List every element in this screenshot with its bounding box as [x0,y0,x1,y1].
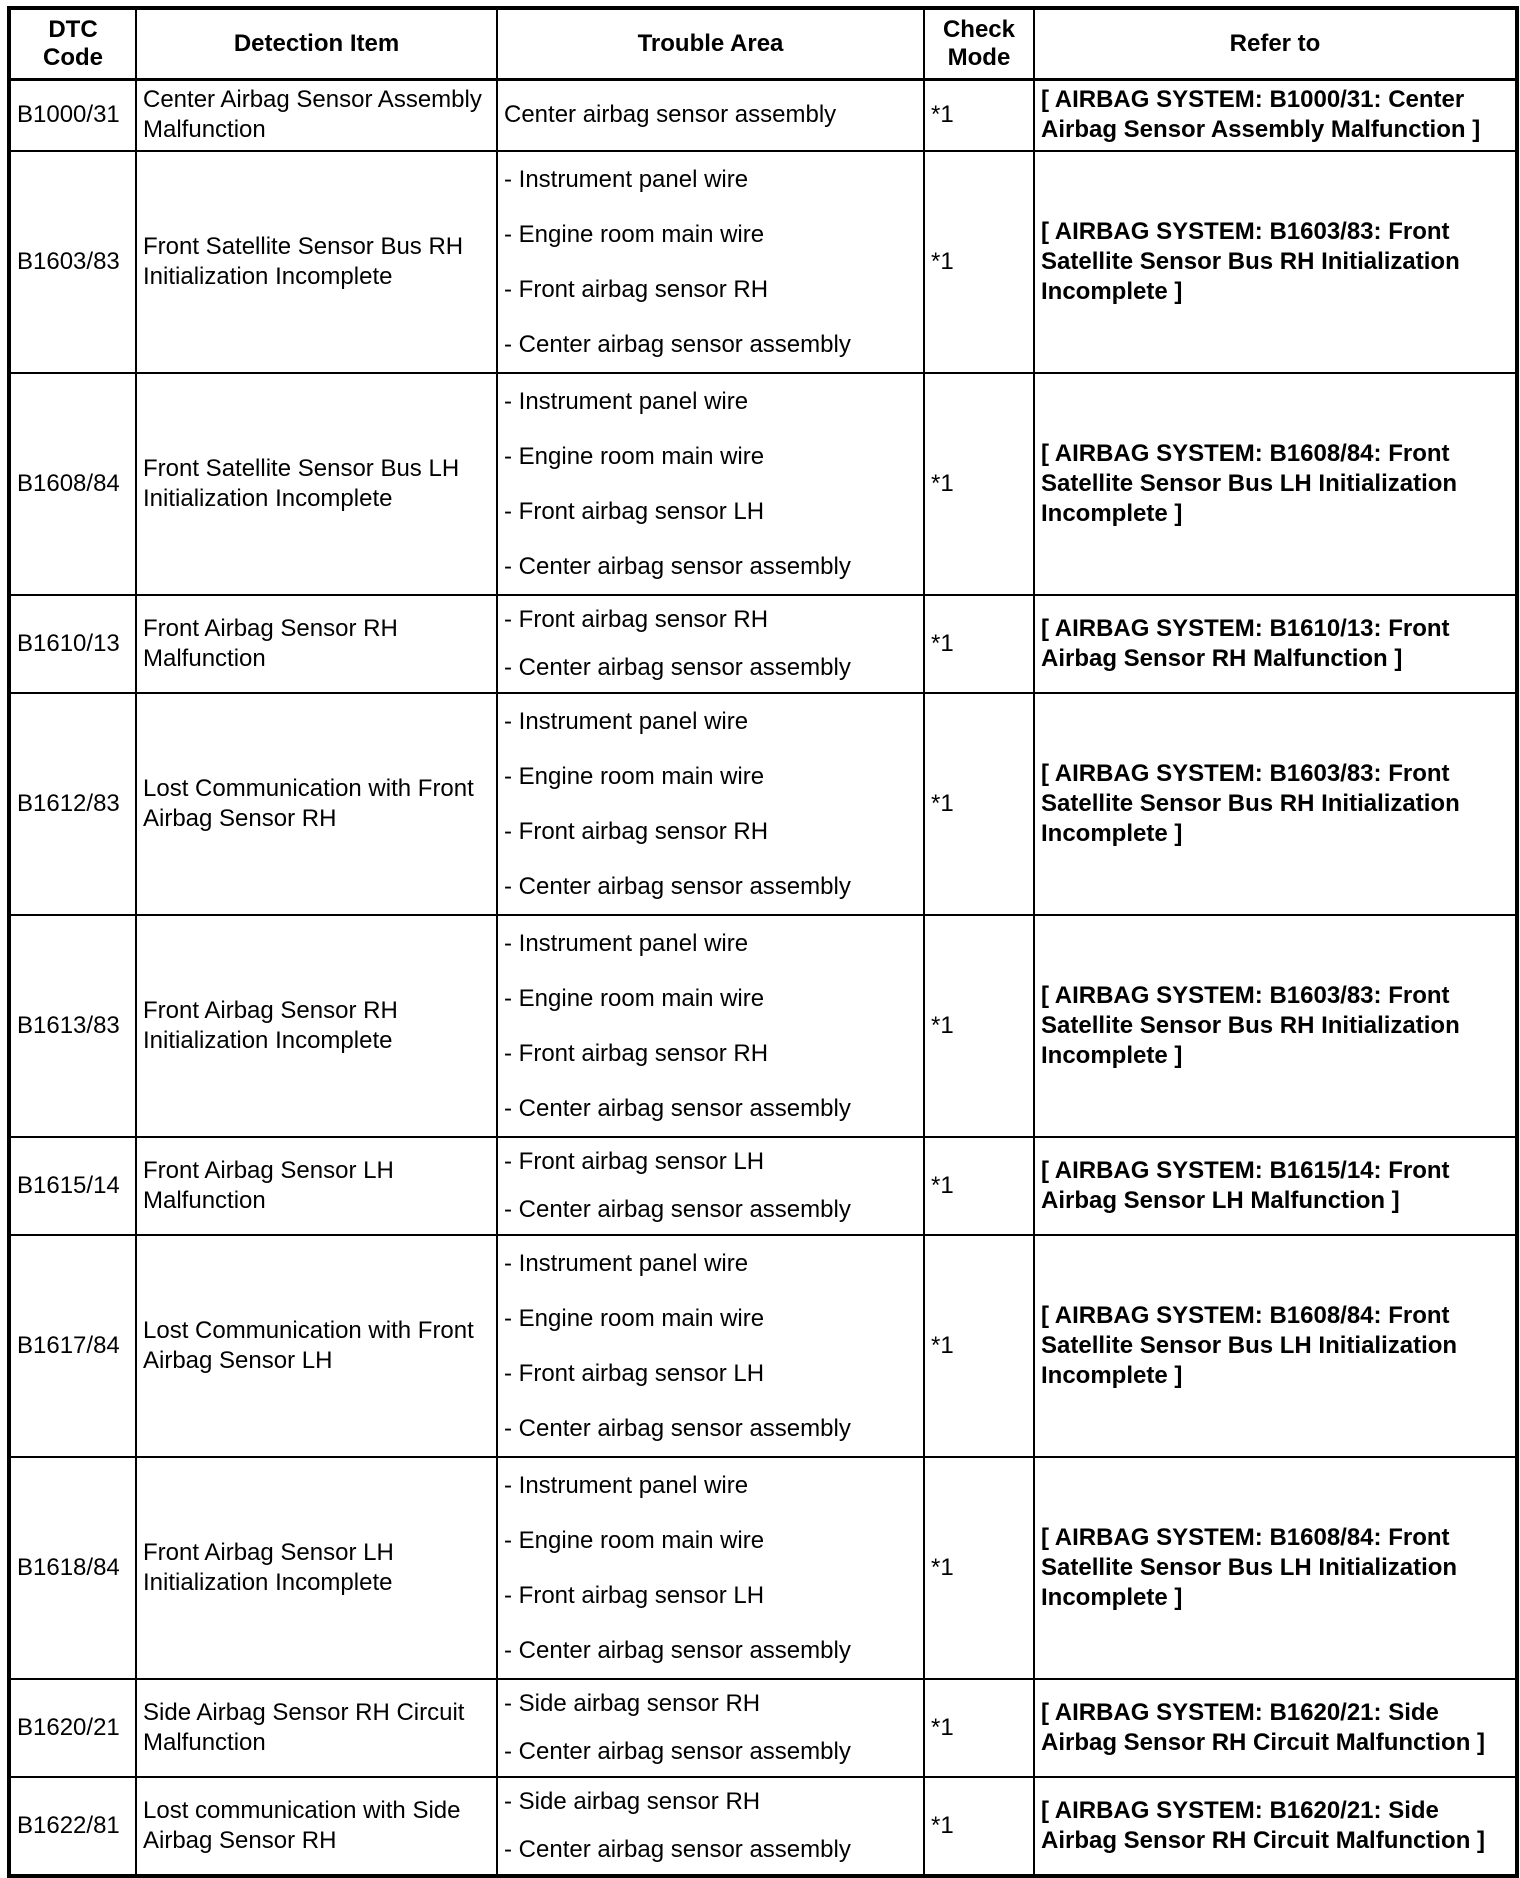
table-row [9,1235,1517,1457]
trouble-area-item: - Front airbag sensor LH [504,1581,765,1609]
trouble-area-cell [497,1679,924,1777]
trouble-area-item: - Instrument panel wire [504,387,749,415]
refer-to-cell: [ AIRBAG SYSTEM: B1000/31: Center Airbag Sensor Assembly Malfunction ] [1034,80,1517,151]
detection-item-cell: Lost Communication with Front Airbag Sensor RH [136,693,497,915]
header-check-mode: Check Mode [924,8,1034,80]
check-mode-cell: *1 [924,1777,1034,1876]
detection-item-cell: Center Airbag Sensor Assembly Malfunction [136,80,497,151]
trouble-area-item: - Engine room main wire [504,1304,765,1332]
check-mode-cell: *1 [924,373,1034,595]
dtc-code-cell: B1608/84 [9,373,136,595]
table-row [9,151,1517,373]
trouble-area-list [504,1138,917,1234]
check-mode-cell: *1 [924,915,1034,1137]
trouble-area-cell [497,693,924,915]
detection-item-cell: Front Satellite Sensor Bus RH Initialization Incomplete [136,151,497,373]
dtc-code-cell: B1613/83 [9,915,136,1137]
trouble-area-item: - Center airbag sensor assembly [504,653,851,681]
dtc-table [7,6,1519,1878]
header-row [9,8,1517,80]
trouble-area-cell [497,373,924,595]
trouble-area-item: Center airbag sensor assembly [504,101,837,129]
refer-to-cell: [ AIRBAG SYSTEM: B1620/21: Side Airbag Sensor RH Circuit Malfunction ] [1034,1679,1517,1777]
trouble-area-item: - Engine room main wire [504,1526,765,1554]
trouble-area-cell [497,915,924,1137]
trouble-area-list [504,596,917,692]
trouble-area-item: - Front airbag sensor RH [504,817,769,845]
trouble-area-list [504,100,917,130]
refer-to-cell: [ AIRBAG SYSTEM: B1603/83: Front Satellite Sensor Bus RH Initialization Incomplete ] [1034,151,1517,373]
trouble-area-cell [497,80,924,151]
dtc-code-cell: B1618/84 [9,1457,136,1679]
check-mode-cell: *1 [924,1235,1034,1457]
header-detection-item: Detection Item [136,8,497,80]
dtc-code-cell: B1603/83 [9,151,136,373]
trouble-area-cell [497,1777,924,1876]
table-row [9,1137,1517,1235]
trouble-area-cell [497,1457,924,1679]
check-mode-cell: *1 [924,151,1034,373]
trouble-area-item: - Front airbag sensor LH [504,497,765,525]
trouble-area-item: - Center airbag sensor assembly [504,1835,851,1863]
detection-item-cell: Lost Communication with Front Airbag Sensor LH [136,1235,497,1457]
table-row [9,80,1517,151]
detection-item-cell: Front Airbag Sensor LH Initialization Incomplete [136,1457,497,1679]
refer-to-cell: [ AIRBAG SYSTEM: B1603/83: Front Satellite Sensor Bus RH Initialization Incomplete ] [1034,915,1517,1137]
check-mode-cell: *1 [924,80,1034,151]
refer-to-cell: [ AIRBAG SYSTEM: B1610/13: Front Airbag Sensor RH Malfunction ] [1034,595,1517,693]
trouble-area-cell [497,1235,924,1457]
trouble-area-item: - Front airbag sensor RH [504,1039,769,1067]
check-mode-cell: *1 [924,693,1034,915]
trouble-area-item: - Center airbag sensor assembly [504,1094,851,1122]
trouble-area-item: - Center airbag sensor assembly [504,1414,851,1442]
trouble-area-list [504,916,917,1136]
trouble-area-item: - Front airbag sensor LH [504,1147,765,1175]
detection-item-cell: Front Airbag Sensor RH Malfunction [136,595,497,693]
trouble-area-item: - Instrument panel wire [504,1249,749,1277]
trouble-area-item: - Side airbag sensor RH [504,1787,761,1815]
table-row [9,1777,1517,1876]
dtc-code-cell: B1620/21 [9,1679,136,1777]
header-trouble-area: Trouble Area [497,8,924,80]
refer-to-cell: [ AIRBAG SYSTEM: B1608/84: Front Satellite Sensor Bus LH Initialization Incomplete ] [1034,373,1517,595]
dtc-code-cell: B1000/31 [9,80,136,151]
table-row [9,1457,1517,1679]
trouble-area-item: - Front airbag sensor RH [504,275,769,303]
trouble-area-list [504,152,917,372]
trouble-area-cell [497,151,924,373]
trouble-area-item: - Engine room main wire [504,220,765,248]
header-dtc-code: DTC Code [9,8,136,80]
trouble-area-cell [497,595,924,693]
dtc-code-cell: B1615/14 [9,1137,136,1235]
refer-to-cell: [ AIRBAG SYSTEM: B1615/14: Front Airbag Sensor LH Malfunction ] [1034,1137,1517,1235]
header-refer-to: Refer to [1034,8,1517,80]
trouble-area-item: - Center airbag sensor assembly [504,872,851,900]
dtc-code-cell: B1612/83 [9,693,136,915]
detection-item-cell: Lost communication with Side Airbag Sensor RH [136,1777,497,1876]
table-row [9,693,1517,915]
trouble-area-item: - Engine room main wire [504,442,765,470]
table-body [9,80,1517,1876]
trouble-area-list [504,694,917,914]
detection-item-cell: Front Satellite Sensor Bus LH Initialization Incomplete [136,373,497,595]
refer-to-cell: [ AIRBAG SYSTEM: B1608/84: Front Satellite Sensor Bus LH Initialization Incomplete ] [1034,1457,1517,1679]
detection-item-cell: Side Airbag Sensor RH Circuit Malfunction [136,1679,497,1777]
trouble-area-item: - Front airbag sensor LH [504,1359,765,1387]
detection-item-cell: Front Airbag Sensor LH Malfunction [136,1137,497,1235]
trouble-area-item: - Center airbag sensor assembly [504,1195,851,1223]
table-row [9,1679,1517,1777]
trouble-area-item: - Center airbag sensor assembly [504,330,851,358]
refer-to-cell: [ AIRBAG SYSTEM: B1603/83: Front Satellite Sensor Bus RH Initialization Incomplete ] [1034,693,1517,915]
trouble-area-item: - Engine room main wire [504,762,765,790]
check-mode-cell: *1 [924,1457,1034,1679]
dtc-code-cell: B1610/13 [9,595,136,693]
table-row [9,373,1517,595]
trouble-area-item: - Instrument panel wire [504,1471,749,1499]
table-row [9,595,1517,693]
detection-item-cell: Front Airbag Sensor RH Initialization Incomplete [136,915,497,1137]
trouble-area-item: - Center airbag sensor assembly [504,1737,851,1765]
trouble-area-list [504,1458,917,1678]
trouble-area-item: - Side airbag sensor RH [504,1689,761,1717]
check-mode-cell: *1 [924,1679,1034,1777]
trouble-area-list [504,1236,917,1456]
refer-to-cell: [ AIRBAG SYSTEM: B1608/84: Front Satellite Sensor Bus LH Initialization Incomplete ] [1034,1235,1517,1457]
trouble-area-cell [497,1137,924,1235]
trouble-area-item: - Center airbag sensor assembly [504,552,851,580]
trouble-area-item: - Instrument panel wire [504,707,749,735]
dtc-code-cell: B1622/81 [9,1777,136,1876]
trouble-area-list [504,374,917,594]
table-row [9,915,1517,1137]
trouble-area-item: - Front airbag sensor RH [504,605,769,633]
refer-to-cell: [ AIRBAG SYSTEM: B1620/21: Side Airbag Sensor RH Circuit Malfunction ] [1034,1777,1517,1876]
trouble-area-item: - Engine room main wire [504,984,765,1012]
check-mode-cell: *1 [924,1137,1034,1235]
trouble-area-item: - Instrument panel wire [504,929,749,957]
check-mode-cell: *1 [924,595,1034,693]
trouble-area-item: - Center airbag sensor assembly [504,1636,851,1664]
trouble-area-item: - Instrument panel wire [504,165,749,193]
dtc-code-cell: B1617/84 [9,1235,136,1457]
trouble-area-list [504,1680,917,1776]
